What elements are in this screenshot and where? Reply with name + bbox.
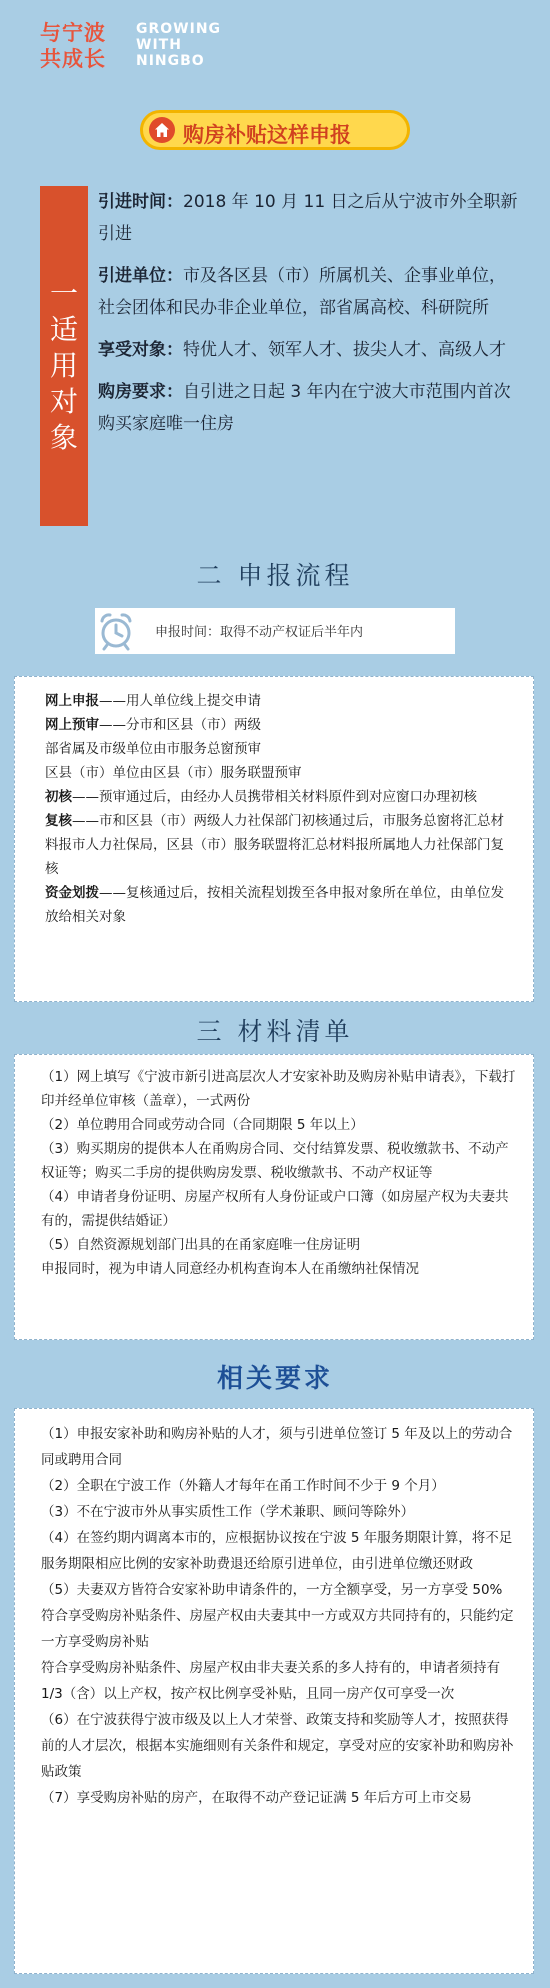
logo-en <box>136 21 221 69</box>
requirement-line: （7）享受购房补贴的房产，在取得不动产登记证满 5 年后方可上市交易 <box>41 1790 472 1806</box>
logo <box>40 18 240 74</box>
logo-cn-line2: 共成长 <box>40 47 106 71</box>
title-pill <box>140 110 410 150</box>
home-icon <box>149 117 175 143</box>
process-line: 初核——预审通过后，由经办人员携带相关材料原件到对应窗口办理初核 <box>45 789 477 805</box>
material-line: 申报同时，视为申请人同意经办机构查询本人在甬缴纳社保情况 <box>41 1261 419 1277</box>
material-line: （2）单位聘用合同或劳动合同（合同期限 5 年以上） <box>41 1117 364 1133</box>
material-line: （1）网上填写《宁波市新引进高层次人才安家补助及购房补贴申请表》，下载打印并经单位审核（盖章），一式两份 <box>41 1069 516 1109</box>
section2-heading: 二 申报流程 <box>196 561 354 590</box>
requirement-line: （1）申报安家补助和购房补贴的人才，须与引进单位签订 5 年及以上的劳动合同或聘用合同 <box>41 1426 513 1468</box>
section1-tag-text: 一 适 用 对 象 <box>49 277 78 454</box>
logo-en-line1: GROWING <box>136 21 222 37</box>
process-line: 资金划拨——复核通过后，按相关流程划拨至各申报对象所在单位，由单位发放给相关对象 <box>45 885 504 925</box>
requirement-line: （6）在宁波获得宁波市级及以上人才荣誉、政策支持和奖励等人才，按照获得前的人才层次，根据本实施细则有关条件和规定，享受对应的安家补助和购房补贴政策 <box>41 1712 514 1780</box>
logo-cn-line1: 与宁波 <box>40 21 106 45</box>
eligibility-item-target: 享受对象：特优人才、领军人才、拔尖人才、高级人才 <box>98 340 506 360</box>
material-line: （3）购买期房的提供本人在甬购房合同、交付结算发票、税收缴款书、不动产权证等；购买二手房的提供购房发票、税收缴款书、不动产权证等 <box>41 1141 509 1181</box>
process-line: 复核——市和区县（市）两级人力社保部门初核通过后，市服务总窗将汇总材料报市人力社保局，区县（市）服务联盟将汇总材料报所属地人力社保部门复核 <box>45 813 504 877</box>
logo-en-line2: WITH <box>136 37 182 53</box>
section3-heading: 三 材料清单 <box>196 1017 354 1046</box>
process-panel <box>14 676 534 1002</box>
requirement-line: （2）全职在宁波工作（外籍人才每年在甬工作时间不少于 9 个月） <box>41 1478 445 1494</box>
page-title: 购房补贴这样申报 <box>183 123 351 147</box>
process-line: 部省属及市级单位由市服务总窗预审 <box>45 741 261 757</box>
section4-heading: 相关要求 <box>216 1364 333 1394</box>
logo-cn <box>40 20 106 72</box>
material-line: （4）申请者身份证明、房屋产权所有人身份证或户口簿（如房屋产权为夫妻共有的，需提供结婚证） <box>41 1189 509 1229</box>
eligibility-item-requirement: 购房要求：自引进之日起 3 年内在宁波大市范围内首次购买家庭唯一住房 <box>98 382 511 434</box>
eligibility-item-time: 引进时间：2018 年 10 月 11 日之后从宁波市外全职新引进 <box>98 192 518 244</box>
requirement-line: （3）不在宁波市外从事实质性工作（学术兼职、顾问等除外） <box>41 1504 415 1520</box>
alarm-clock-icon <box>95 610 137 652</box>
section1-tag <box>40 186 88 526</box>
apply-time-box <box>95 608 455 654</box>
logo-en-line3: NINGBO <box>136 53 205 69</box>
requirement-line: （5）夫妻双方皆符合安家补助申请条件的，一方全额享受，另一方享受 50% <box>41 1582 503 1598</box>
materials-panel <box>14 1054 534 1340</box>
section1-body <box>98 186 518 450</box>
requirement-line: （4）在签约期内调离本市的，应根据协议按在宁波 5 年服务期限计算，将不足服务期限相应比例的安家补助费退还给原引进单位，由引进单位缴还财政 <box>41 1530 513 1572</box>
requirement-line: 符合享受购房补贴条件、房屋产权由非夫妻关系的多人持有的，申请者须持有 1/3（含）以上产权，按产权比例享受补贴，且同一房产仅可享受一次 <box>41 1660 500 1702</box>
requirement-line: 符合享受购房补贴条件、房屋产权由夫妻其中一方或双方共同持有的，只能约定一方享受购房补贴 <box>41 1608 514 1650</box>
process-line: 网上申报——用人单位线上提交申请 <box>45 693 261 709</box>
eligibility-item-unit: 引进单位：市及各区县（市）所属机关、企事业单位，社会团体和民办非企业单位，部省属高校、科研院所 <box>98 266 506 318</box>
material-line: （5）自然资源规划部门出具的在甬家庭唯一住房证明 <box>41 1237 361 1253</box>
process-line: 区县（市）单位由区县（市）服务联盟预审 <box>45 765 302 781</box>
requirements-panel <box>14 1408 534 1974</box>
process-line: 网上预审——分市和区县（市）两级 <box>45 717 261 733</box>
apply-time-text: 申报时间：取得不动产权证后半年内 <box>155 625 364 640</box>
